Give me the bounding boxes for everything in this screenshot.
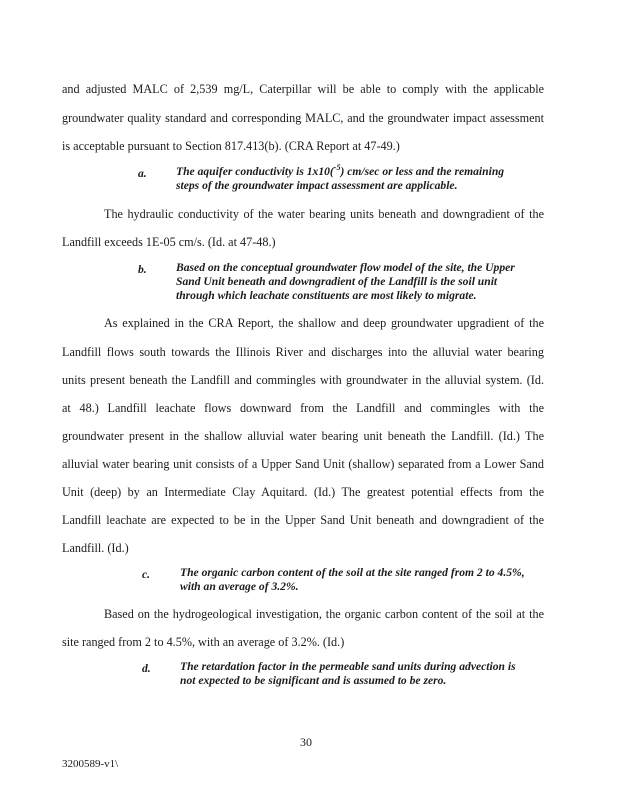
body-line: Landfill exceeds 1E-05 cm/s. (Id. at 47-48.) (62, 235, 276, 249)
heading-a-exponent: -5 (333, 163, 341, 173)
body-line: alluvial water bearing unit consists of a Upper Sand Unit (shallow) separated from a Lower Sand (62, 457, 544, 471)
heading-d-line-1: The retardation factor in the permeable sand units during advection is (180, 660, 516, 673)
body-line: Based on the hydrogeological investigation, the organic carbon content of the soil at the (104, 607, 544, 621)
body-line: and adjusted MALC of 2,539 mg/L, Caterpillar will be able to comply with the applicable (62, 82, 544, 96)
body-line: Unit (deep) by an Intermediate Clay Aquitard. (Id.) The greatest potential effects from the (62, 485, 544, 499)
heading-c-line-2: with an average of 3.2%. (180, 580, 299, 593)
heading-c-label: c. (142, 568, 151, 581)
body-line: Landfill flows south towards the Illinois River and discharges into the alluvial water bearing (62, 345, 544, 359)
body-line: site ranged from 2 to 4.5%, with an average of 3.2%. (Id.) (62, 635, 345, 649)
heading-a-line-1-post: ) cm/sec or less and the remaining (340, 165, 505, 178)
body-line: is acceptable pursuant to Section 817.413(b). (CRA Report at 47-49.) (62, 139, 400, 153)
heading-b-line-2: Sand Unit beneath and downgradient of the Landfill is the soil unit (176, 275, 498, 288)
heading-c-line-1: The organic carbon content of the soil at the site ranged from 2 to 4.5%, (180, 566, 525, 579)
heading-b-line-3: through which leachate constituents are most likely to migrate. (176, 289, 477, 302)
body-line: As explained in the CRA Report, the shallow and deep groundwater upgradient of the (104, 316, 544, 330)
document-id: 3200589-v1\ (62, 758, 119, 770)
body-line: units present beneath the Landfill and commingles with groundwater in the alluvial system. (Id. (62, 373, 544, 387)
body-line: Landfill. (Id.) (62, 541, 129, 555)
body-line: Landfill leachate are expected to be in the Upper Sand Unit beneath and downgradient of the (62, 513, 544, 527)
body-line: The hydraulic conductivity of the water bearing units beneath and downgradient of the (104, 207, 544, 221)
heading-d-line-2: not expected to be significant and is assumed to be zero. (180, 674, 447, 687)
page-number: 30 (300, 735, 312, 749)
heading-b-label: b. (138, 263, 147, 276)
body-line: groundwater quality standard and corresponding MALC, and the groundwater impact assessment (62, 111, 544, 125)
heading-a-line-2: steps of the groundwater impact assessment are applicable. (176, 179, 458, 192)
body-line: groundwater present in the shallow alluvial water bearing unit beneath the Landfill. (Id.) The (62, 429, 544, 443)
heading-a-line-1 (176, 165, 504, 179)
body-line: at 48.) Landfill leachate flows downward from the Landfill and commingles with the (62, 401, 544, 415)
heading-a-label: a. (138, 167, 147, 180)
heading-d-label: d. (142, 662, 151, 675)
heading-a-line-1-pre: The aquifer conductivity is 1x10( (176, 165, 334, 178)
heading-b-line-1: Based on the conceptual groundwater flow model of the site, the Upper (176, 261, 515, 274)
